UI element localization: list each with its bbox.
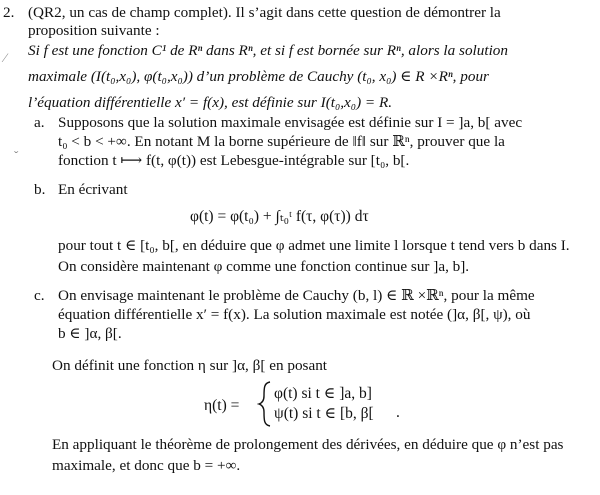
part-b-equation: φ(t) = φ(t₀) + ∫ₜ₀ᵗ f(τ, φ(τ)) dτ [190, 208, 369, 225]
eta-case-1: φ(t) si t ∈ ]a, b] [274, 385, 372, 402]
part-b-letter: b. [34, 181, 46, 198]
eta-definition-intro: On définit une fonction η sur ]α, β[ en posant [52, 357, 328, 374]
eta-case-2: ψ(t) si t ∈ [b, β[ [274, 405, 374, 422]
question-number: 2. [3, 4, 15, 21]
part-c-line3: b ∈ ]α, β[. [58, 325, 122, 342]
proposition-line2: maximale (I(t₀,x₀), φ(t₀,x₀)) d’un problème de Cauchy (t₀, x₀) ∈ R ×Rⁿ, pour [28, 68, 489, 85]
eta-case-end: . [396, 404, 400, 421]
part-a-line2: t₀ < b < +∞. En notant M la borne supérieure de ‖f‖ sur ℝⁿ, prouver que la [58, 133, 505, 150]
part-a-letter: a. [34, 114, 45, 131]
margin-mark: ⁄ [4, 50, 7, 65]
eta-lhs: η(t) = [204, 397, 240, 414]
part-c-line1: On envisage maintenant le problème de Cauchy (b, l) ∈ ℝ ×ℝⁿ, pour la même [58, 287, 535, 304]
question-title-line1: (QR2, un cas de champ complet). Il s’agit dans cette question de démontrer la [28, 4, 501, 21]
part-a-line1: Supposons que la solution maximale envisagée est définie sur I = ]a, b[ avec [58, 114, 523, 131]
margin-mark: ˇ [14, 148, 19, 163]
question-title-line2: proposition suivante : [28, 22, 160, 39]
part-b-intro: En écrivant [58, 181, 128, 198]
left-brace-icon [257, 380, 273, 428]
proposition-line1: Si f est une fonction C¹ de Rⁿ dans Rⁿ, et si f est bornée sur Rⁿ, alors la solution [28, 42, 508, 59]
final-line2: maximale, et donc que b = +∞. [52, 457, 241, 474]
part-b-line2: On considère maintenant φ comme une fonction continue sur ]a, b]. [58, 258, 470, 275]
part-c-line2: équation différentielle x′ = f(x). La solution maximale est notée (]α, β[, ψ), où [58, 306, 531, 323]
proposition-line3: l’équation différentielle x′ = f(x), est définie sur I(t₀,x₀) = R. [28, 94, 393, 111]
part-c-letter: c. [34, 287, 45, 304]
part-a-line3: fonction t ⟼ f(t, φ(t)) est Lebesgue-intégrable sur [t₀, b[. [58, 152, 410, 169]
final-line1: En appliquant le théorème de prolongement des dérivées, en déduire que φ n’est pas [52, 436, 564, 453]
part-b-line1: pour tout t ∈ [t₀, b[, en déduire que φ admet une limite l lorsque t tend vers b dans I. [58, 237, 570, 254]
